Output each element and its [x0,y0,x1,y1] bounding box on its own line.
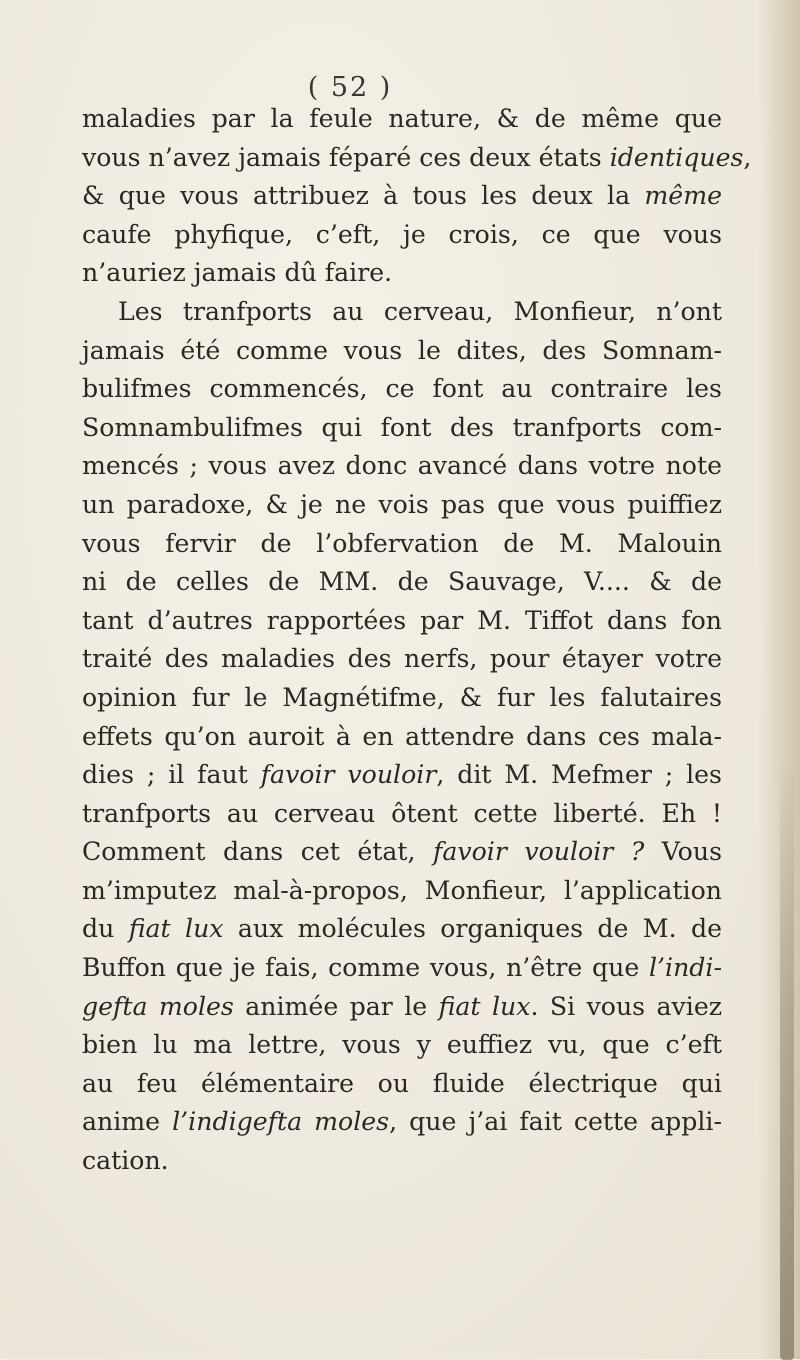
body-text [82,100,752,1181]
text-line [82,525,722,564]
text-run: animée par le [233,991,439,1021]
page-edge-stain [780,760,794,1360]
page-number: ( 52 ) [307,72,393,103]
text-line [82,795,722,834]
text-run: Comment dans cet état, [82,837,434,867]
text-run: , dit M. Mefmer ; les [436,760,722,790]
text-run: cation. [82,1146,169,1176]
text-run: n’auriez jamais dû faire. [82,258,393,288]
text-run: caufe phyfique, c’eft, je crois, ce que vous [82,219,722,249]
text-run: Les tranfports au cerveau, Monfieur, n’ont [118,296,722,326]
text-line [82,254,722,293]
text-run: Buffon que je fais, comme vous, n’être que [82,953,649,983]
text-line [82,602,722,641]
text-line [82,640,722,679]
text-line [82,409,722,448]
text-run: , [743,142,752,172]
italic-text: favoir vouloir ? [433,837,645,867]
text-line [82,1065,722,1104]
text-line [82,679,722,718]
text-run: Somnambulifmes qui font des tranfports com- [82,412,722,442]
text-run: un paradoxe, & je ne vois pas que vous puiffiez [82,489,722,519]
text-line [82,486,722,525]
text-run: du [82,914,129,944]
italic-text: fiat lux [438,991,531,1021]
text-run: anime [82,1107,173,1137]
text-line [82,216,722,255]
text-run: , que j’ai fait cette appli- [389,1107,722,1137]
italic-text: l’indi- [648,953,722,983]
text-run: vous fervir de l’obfervation de M. Malouin [82,528,722,558]
text-line [82,756,722,795]
italic-text: favoir vouloir [260,760,437,790]
text-run: opinion fur le Magnétifme, & fur les falutaires [82,682,722,712]
text-run: ni de celles de MM. de Sauvage, V.... & de [82,567,722,597]
text-line [82,370,722,409]
text-line [82,910,722,949]
text-run: tant d’autres rapportées par M. Tiffot dans fon [82,605,722,635]
text-line [82,988,722,1027]
italic-text: même [644,181,722,211]
text-line [82,949,722,988]
text-run: au feu élémentaire ou fluide électrique qui [82,1068,722,1098]
text-run: bien lu ma lettre, vous y euffiez vu, que c’eft [82,1030,722,1060]
text-line [82,1103,722,1142]
italic-text: fiat lux [128,914,224,944]
text-run: tranfports au cerveau ôtent cette liberté. Eh ! [82,798,722,828]
text-run: m’imputez mal-à-propos, Monfieur, l’application [82,875,722,905]
text-line [82,447,722,486]
text-line [82,718,722,757]
text-run: jamais été comme vous le dites, des Somnam- [82,335,722,365]
text-run: aux molécules organiques de M. de [223,914,722,944]
text-run: Vous [644,837,722,867]
text-line [82,139,752,178]
text-run: . Si vous aviez [530,991,722,1021]
text-run: traité des maladies des nerfs, pour étayer votre [82,644,722,674]
text-run: & que vous attribuez à tous les deux la [82,181,645,211]
italic-text: gefta moles [82,991,234,1021]
italic-text: l’indigefta moles [172,1107,390,1137]
text-line [82,332,722,371]
italic-text: identiques [609,142,744,172]
text-line [82,563,722,602]
text-line [82,177,722,216]
text-run: dies ; il faut [82,760,261,790]
text-run: bulifmes commencés, ce font au contraire les [82,374,722,404]
text-line [82,293,722,332]
text-line [82,833,722,872]
text-run: maladies par la feule nature, & de même que [82,104,722,133]
text-line [82,1026,722,1065]
text-run: effets qu’on auroit à en attendre dans ces mala- [82,721,722,751]
text-run: mencés ; vous avez donc avancé dans votre note [82,451,722,481]
text-line [82,872,722,911]
text-line [82,100,722,139]
text-run: vous n’avez jamais féparé ces deux états [82,142,610,172]
text-line [82,1142,722,1181]
